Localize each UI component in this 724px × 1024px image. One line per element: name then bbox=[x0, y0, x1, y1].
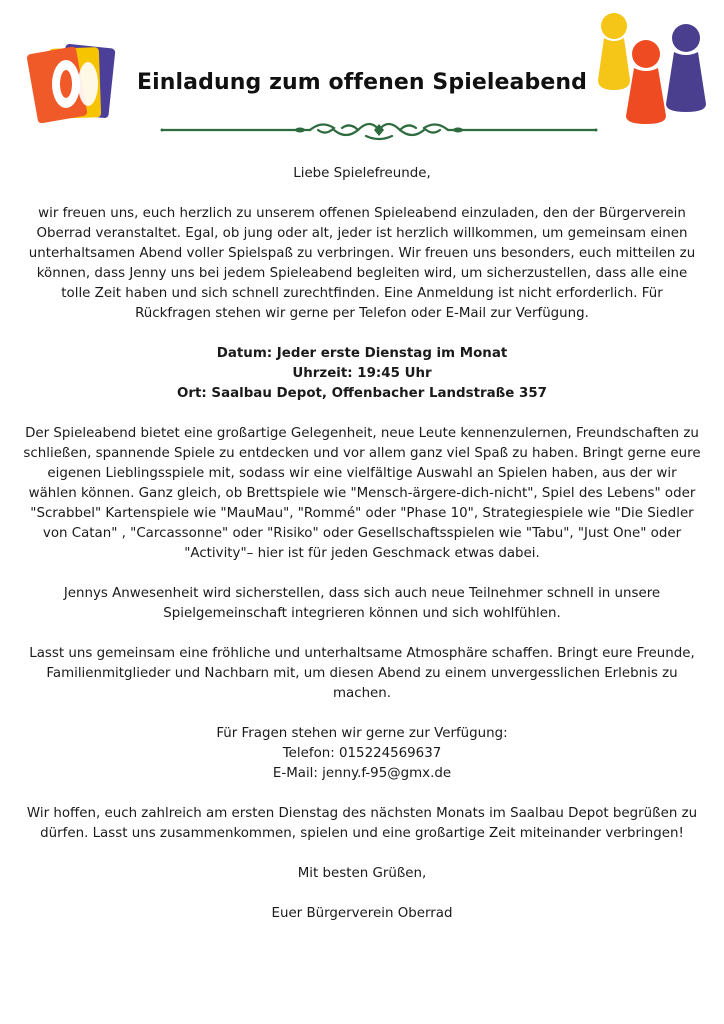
ornamental-divider bbox=[160, 116, 598, 144]
page-title: Einladung zum offenen Spieleabend bbox=[137, 70, 587, 95]
contact-phone: Telefon: 015224569637 bbox=[282, 746, 442, 761]
event-date: Datum: Jeder erste Dienstag im Monat bbox=[216, 346, 508, 361]
signature: Euer Bürgerverein Oberrad bbox=[271, 906, 453, 921]
closing-paragraph: Wir hoffen, euch zahlreich am ersten Dienstag des nächsten Monats im Saalbau Depot begrüßen zu dürfen. Lasst uns zusammenkommen, spielen und eine großartige Zeit miteinander verbringen! bbox=[26, 806, 698, 841]
contact-intro: Für Fragen stehen wir gerne zur Verfügung: bbox=[216, 726, 508, 741]
letter-body bbox=[22, 164, 702, 944]
greeting: Liebe Spielefreunde, bbox=[293, 166, 431, 181]
jenny-paragraph: Jennys Anwesenheit wird sicherstellen, dass sich auch neue Teilnehmer schnell in unsere Spielgemeinschaft integrieren können und sich wohlfühlen. bbox=[63, 586, 661, 621]
atmosphere-paragraph: Lasst uns gemeinsam eine fröhliche und unterhaltsame Atmosphäre schaffen. Bringt eure Freunde, Familienmitglieder und Nachbarn mit, um diesen Abend zu einem unvergesslichen Erlebnis zu machen. bbox=[29, 646, 695, 701]
event-details bbox=[22, 344, 702, 404]
event-location: Ort: Saalbau Depot, Offenbacher Landstraße 357 bbox=[177, 386, 547, 401]
games-paragraph: Der Spieleabend bietet eine großartige Gelegenheit, neue Leute kennenzulernen, Freundschaften zu schließen, spannende Spiele zu entdecken und vor allem ganz viel Spaß zu haben. Bringt gerne eure eigenen Lieblingsspiele mit, sodass wir eine vielfältige Auswahl an Spielen haben, aus der wir wählen können. Ganz gleich, ob Brettspiele wie "Mensch-ärgere-dich-nicht", Spiel des Lebens" oder "Scrabbel" Kartenspiele wie "MauMau", "Rommé" oder "Phase 10", Strategiespiele wie "Die Siedler von Catan" , "Carcassonne" oder "Risiko" oder Gesellschaftsspielen wie "Tabu", "Just One" oder "Activity"– hier ist für jeden Geschmack etwas dabei. bbox=[23, 426, 701, 561]
intro-paragraph: wir freuen uns, euch herzlich zu unserem offenen Spieleabend einzuladen, den der Bürgerverein Oberrad veranstaltet. Egal, ob jung oder alt, jeder ist herzlich willkommen, um gemeinsam einen unterhaltsamen Abend voller Spielspaß zu verbringen. Wir freuen uns besonders, euch mitteilen zu können, dass Jenny uns bei jedem Spieleabend begleiten wird, um sicherzustellen, dass alle eine tolle Zeit haben und sich schnell zurechtfinden. Eine Anmeldung ist nicht erforderlich. Für Rückfragen stehen wir gerne per Telefon oder E-Mail zur Verfügung. bbox=[28, 206, 696, 321]
contact-block bbox=[22, 724, 702, 784]
event-time: Uhrzeit: 19:45 Uhr bbox=[292, 366, 432, 381]
contact-email: E-Mail: jenny.f-95@gmx.de bbox=[272, 766, 452, 781]
regards: Mit besten Grüßen, bbox=[297, 866, 427, 881]
game-pawns-icon bbox=[590, 8, 712, 126]
